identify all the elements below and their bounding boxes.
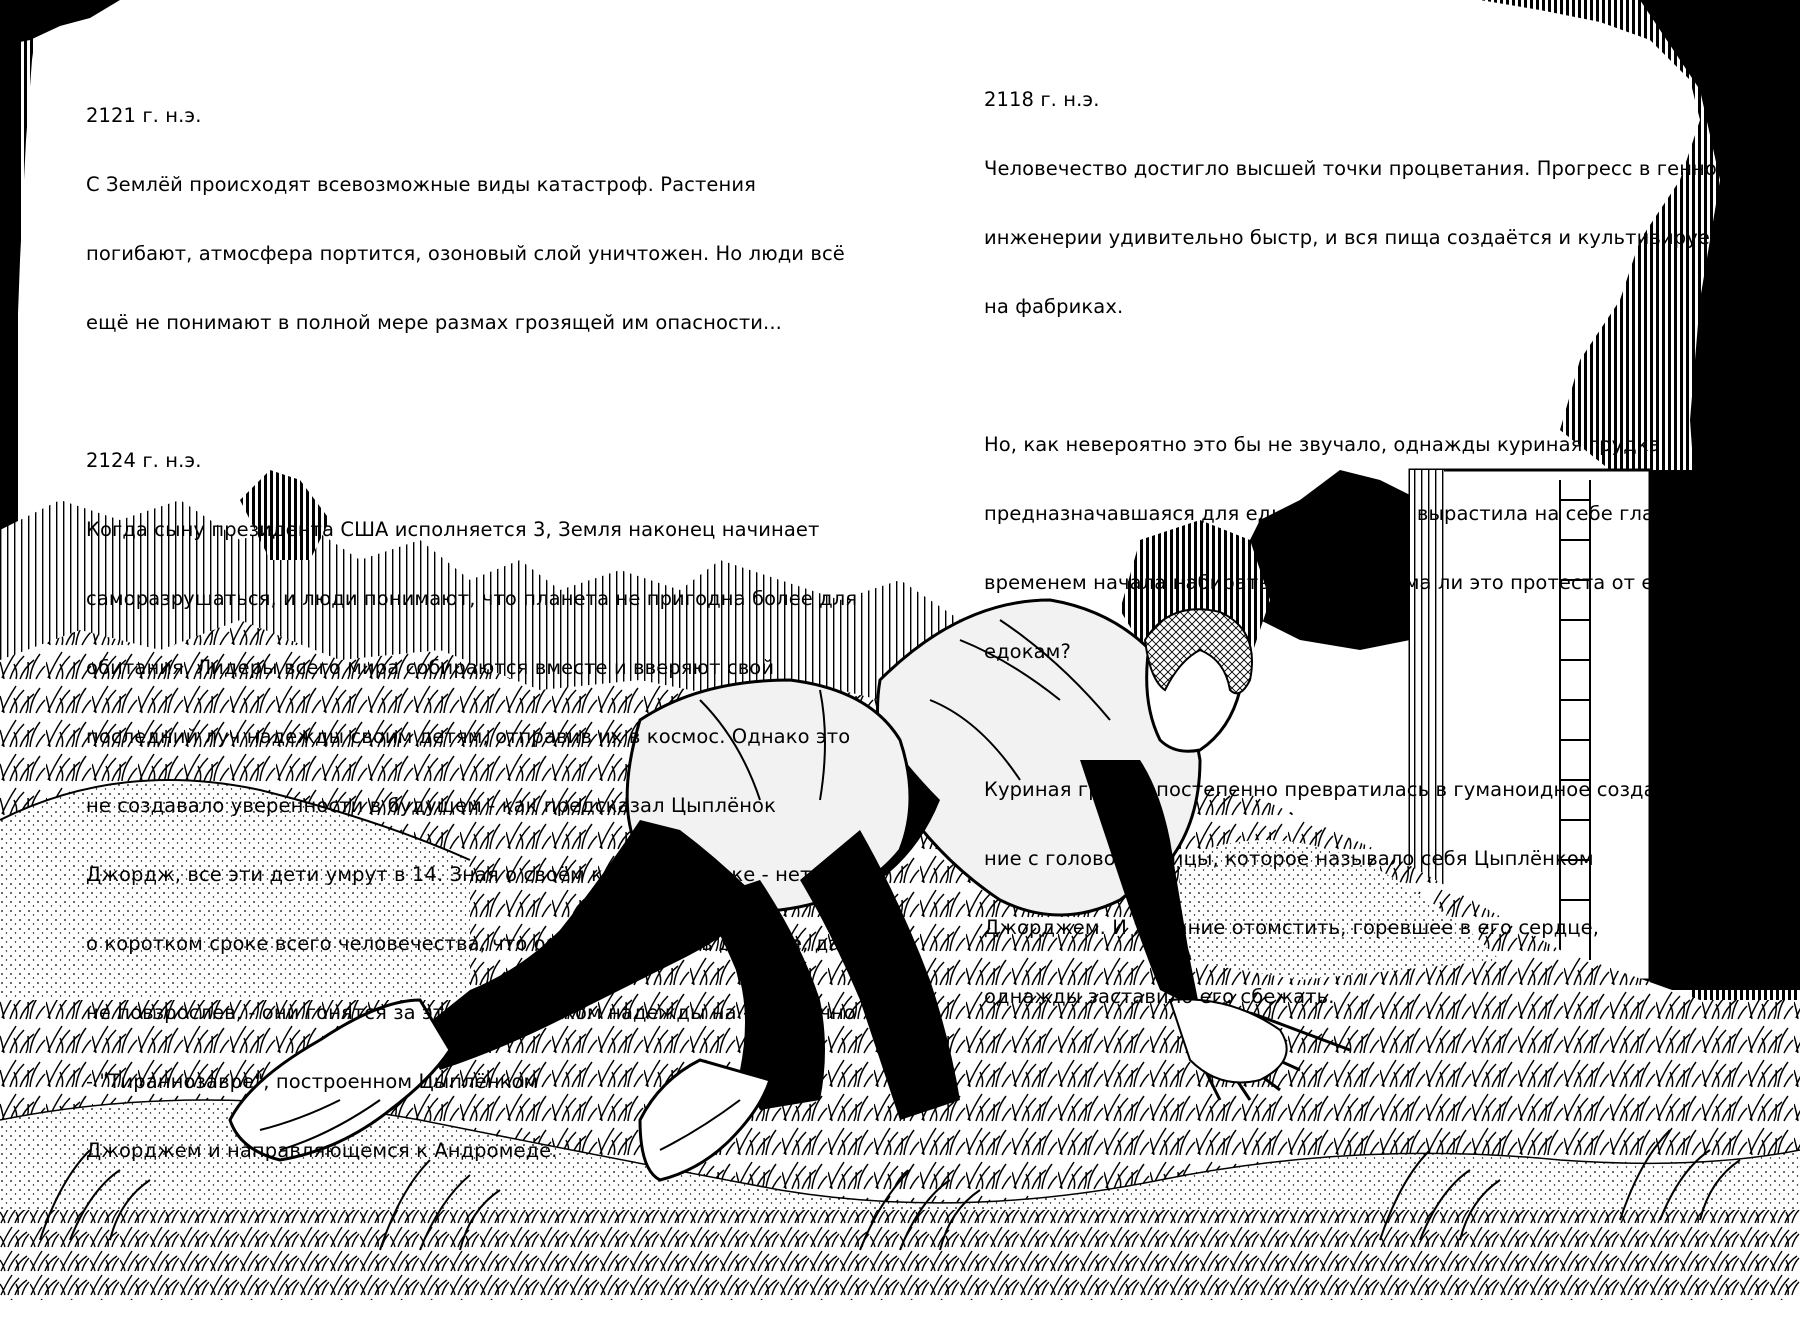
caption-line: не повзрослев, - они гонятся за этим проблеском надежды на - иронично	[86, 1001, 856, 1024]
caption-line: временем начала набирать знания! Форма ли это протеста от еды к	[984, 571, 1701, 594]
caption-line: предназначавшаяся для еды и не более, вырастила на себе глаз, а со	[984, 502, 1719, 525]
caption-line: обитания. Лидеры всего мира собираются вместе и вверяют свой	[86, 656, 775, 679]
caption-line: Джорджем и направляющемся к Андромеде.	[86, 1139, 558, 1162]
caption-line: погибают, атмосфера портится, озоновый слой уничтожен. Но люди всё	[86, 242, 845, 265]
caption-line: инженерии удивительно быстр, и вся пища создаётся и культивируется	[984, 226, 1745, 249]
caption-line: С Землёй происходят всевозможные виды катастроф. Растения	[86, 173, 756, 196]
caption-line: - "Тираннозавре", построенном Цыплёнком	[86, 1070, 539, 1093]
caption-date: 2124 г. н.э.	[86, 449, 202, 472]
caption-line: саморазрушаться, и люди понимают, что планета не пригодна более для	[86, 587, 858, 610]
caption-line: не создавало уверенности в будущем - как предсказал Цыплёнок	[86, 794, 776, 817]
caption-right	[984, 42, 1744, 1054]
caption-line: Но, как невероятно это бы не звучало, однажды куриная грудка,	[984, 433, 1668, 456]
caption-line: на фабриках.	[984, 295, 1124, 318]
caption-line: едокам?	[984, 640, 1071, 663]
caption-date: 2121 г. н.э.	[86, 104, 202, 127]
caption-line: последний луч надежды своим детям, отправив их в космос. Однако это	[86, 725, 851, 748]
caption-line: Джордж, все эти дети умрут в 14. Зная о своём коротком сроке - нет, зная	[86, 863, 872, 886]
caption-line: о коротком сроке всего человечества, что оно умрёт в 14, в детстве, даже	[86, 932, 871, 955]
caption-line: Джорджем. И желание отомстить, горевшее в его сердце,	[984, 916, 1600, 939]
caption-line: ещё не понимают в полной мере размах грозящей им опасности...	[86, 311, 782, 334]
caption-line: ние с головой курицы, которое называло себя Цыплёнком	[984, 847, 1594, 870]
caption-line: однажды заставило его сбежать.	[984, 985, 1335, 1008]
caption-left	[86, 58, 871, 1208]
caption-line: Человечество достигло высшей точки процветания. Прогресс в генной	[984, 157, 1730, 180]
caption-line: Когда сыну президента США исполняется 3, Земля наконец начинает	[86, 518, 820, 541]
caption-line: Куриная грудка постепенно превратилась в гуманоидное созда-	[984, 778, 1663, 801]
caption-date: 2118 г. н.э.	[984, 88, 1100, 111]
